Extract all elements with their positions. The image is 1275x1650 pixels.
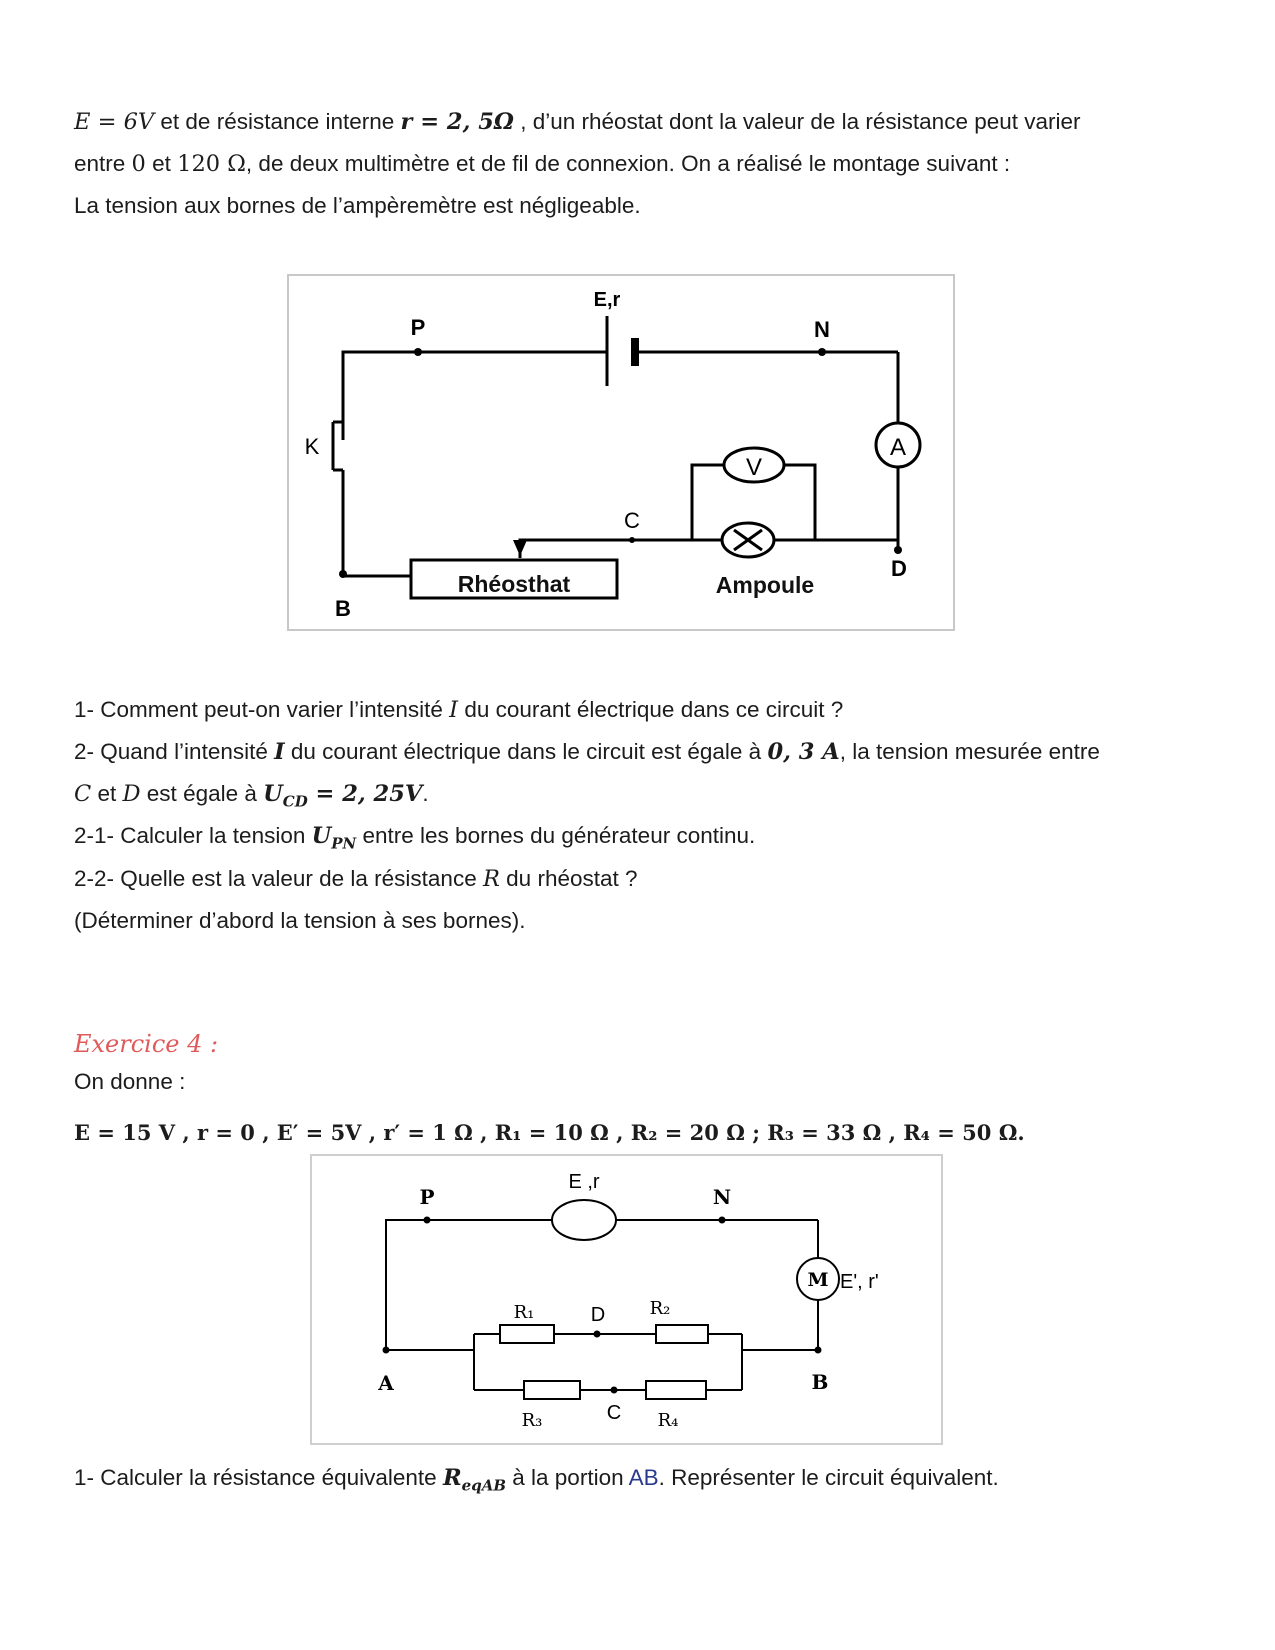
node-b [339, 570, 347, 578]
portion-ab: AB [628, 1465, 659, 1490]
final-question: 1- Calculer la résistance équivalente $R_{eqAB}$ à la portion AB. Représenter le circuit équivalent. [74, 1465, 999, 1495]
label-n: N [712, 1185, 732, 1209]
ammeter-label: A [889, 434, 907, 461]
circuit-diagram-2 [310, 1154, 943, 1445]
question-2: 2- Quand l’intensité I du courant électrique dans le circuit est égale à 0, 3 A, la tension mesurée entre [74, 739, 1100, 765]
label-r4: R₄ [657, 1410, 679, 1431]
node-c [611, 1387, 618, 1394]
label-a: A [378, 1371, 394, 1395]
voltmeter-label: V [745, 454, 763, 481]
question-1: 1- Comment peut-on varier l’intensité I du courant électrique dans ce circuit ? [74, 697, 844, 723]
exercise-4-title: Exercice 4 : [74, 1030, 219, 1058]
internal-resistance: r = 2, 5Ω [400, 109, 514, 135]
intro-line-2: entre 0 et 120 Ω, de deux multimètre et de fil de connexion. On a réalisé le montage suivant : [74, 151, 1011, 177]
node-d [594, 1331, 601, 1338]
label-b: B [811, 1370, 829, 1394]
question-2-1: 2-1- Calculer la tension $U_{PN}$ entre les bornes du générateur continu. [74, 823, 756, 853]
label-c: C [624, 508, 640, 533]
question-2-2: 2-2- Quelle est la valeur de la résistance R du rhéostat ? [74, 866, 638, 892]
node-a [383, 1347, 390, 1354]
label-r2: R₂ [649, 1298, 671, 1319]
generator-label: E,r [593, 289, 621, 311]
given-values: E = 15 V , r = 0 , E′ = 5V , r′ = 1 Ω , R₁ = 10 Ω , R₂ = 20 Ω ; R₃ = 33 Ω , R₄ = 50 Ω. [74, 1120, 1025, 1145]
resistor-r1 [500, 1325, 554, 1343]
label-k: K [304, 434, 320, 459]
label-p: P [419, 1185, 435, 1209]
node-p [424, 1217, 431, 1224]
question-2-cont: C et D est égale à $U_{CD} = 2$, 25V. [74, 781, 429, 811]
node-c [629, 537, 635, 543]
resistor-r3 [524, 1381, 580, 1399]
intro-line-1: E = 6V et de résistance interne r = 2, 5Ω , d’un rhéostat dont la valeur de la résistance peut varier [74, 109, 1081, 135]
label-r1: R₁ [513, 1302, 535, 1323]
label-r3: R₃ [521, 1410, 543, 1431]
label-d: D [590, 1304, 606, 1326]
node-n [719, 1217, 726, 1224]
label-n: N [814, 317, 830, 342]
node-d [894, 546, 902, 554]
node-b [815, 1347, 822, 1354]
resistor-r4 [646, 1381, 706, 1399]
resistor-r2 [656, 1325, 708, 1343]
question-2-2-hint: (Déterminer d’abord la tension à ses bornes). [74, 908, 526, 933]
rheostat-label: Rhéosthat [457, 571, 571, 597]
emf-value: E = 6V [74, 109, 155, 135]
generator-symbol [552, 1200, 616, 1240]
label-b: B [335, 596, 351, 621]
label-p: P [410, 315, 426, 340]
given-label: On donne : [74, 1069, 186, 1094]
diagram-frame-2 [311, 1155, 942, 1444]
intro-line-3: La tension aux bornes de l’ampèremètre est négligeable. [74, 193, 641, 218]
label-c: C [606, 1402, 622, 1424]
motor-label: M [807, 1269, 829, 1291]
motor-params: E', r' [840, 1271, 879, 1293]
lamp-label: Ampoule [715, 572, 815, 598]
generator-label: E ,r [568, 1171, 600, 1193]
node-n [818, 348, 826, 356]
label-d: D [891, 556, 907, 581]
node-p [414, 348, 422, 356]
circuit-diagram-1 [287, 274, 955, 631]
